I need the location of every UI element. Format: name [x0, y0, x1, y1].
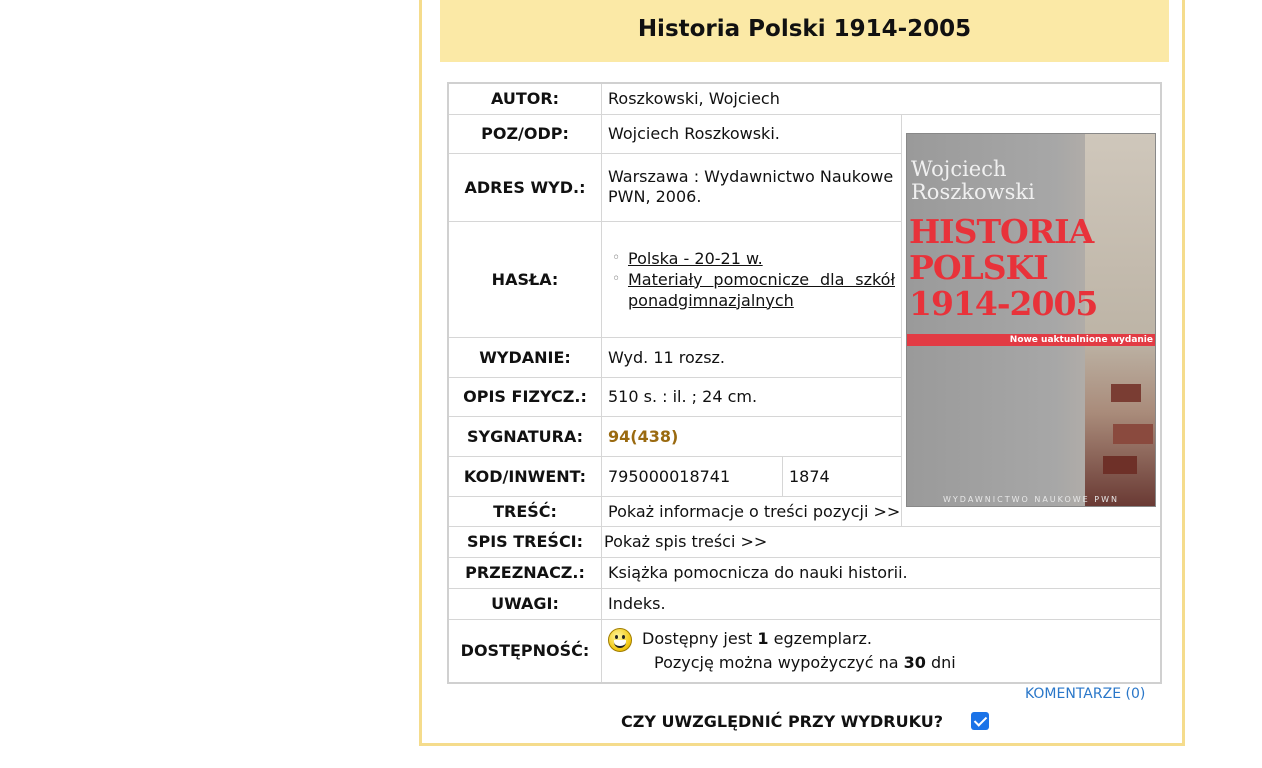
list-item — [628, 269, 895, 311]
value-wydanie: Wyd. 11 rozsz. — [602, 337, 902, 377]
cover-author-line: Wojciech — [911, 157, 1007, 181]
value-uwagi: Indeks. — [602, 588, 1162, 619]
smiley-icon — [608, 628, 632, 652]
label-hasla: HASŁA: — [448, 221, 602, 337]
label-uwagi: UWAGI: — [448, 588, 602, 619]
cover-title-line: 1914-2005 — [909, 284, 1098, 323]
cover-author — [911, 158, 1035, 204]
label-sygnatura: SYGNATURA: — [448, 416, 602, 456]
loan-text: dni — [925, 653, 956, 673]
label-autor: AUTOR: — [448, 83, 602, 114]
label-spis-tresci: SPIS TREŚCI: — [448, 526, 602, 557]
loan-days: 30 — [903, 653, 926, 673]
cover-cell — [902, 114, 1162, 526]
availability-text: Dostępny jest — [642, 629, 758, 649]
cover-brick — [1103, 456, 1137, 474]
value-sygnatura: 94(438) — [602, 416, 902, 456]
value-poz-odp: Wojciech Roszkowski. — [602, 114, 902, 153]
print-option-row — [422, 712, 1188, 732]
value-hasla — [602, 221, 902, 337]
row-spis-tresci — [448, 526, 1161, 557]
value-kod: 795000018741 — [602, 456, 783, 496]
cover-title — [909, 214, 1097, 322]
haslo-link[interactable]: Materiały pomocnicze dla szkół ponadgimnazjalnych — [628, 269, 895, 310]
value-inwent: 1874 — [783, 456, 902, 496]
record-panel — [419, 0, 1185, 746]
cover-brick — [1111, 384, 1141, 402]
label-przeznacz: PRZEZNACZ.: — [448, 557, 602, 588]
loan-text: Pozycję można wypożyczyć na — [654, 653, 904, 673]
row-dostepnosc — [448, 619, 1161, 683]
cover-title-line: HISTORIA — [909, 212, 1094, 251]
value-dostepnosc — [602, 619, 1162, 683]
cover-stripe: Nowe uaktualnione wydanie — [907, 334, 1155, 346]
row-uwagi — [448, 588, 1161, 619]
label-kod-inwent: KOD/INWENT: — [448, 456, 602, 496]
label-adres-wyd: ADRES WYD.: — [448, 153, 602, 221]
label-wydanie: WYDANIE: — [448, 337, 602, 377]
label-opis-fizycz: OPIS FIZYCZ.: — [448, 377, 602, 416]
label-dostepnosc: DOSTĘPNOŚĆ: — [448, 619, 602, 683]
cover-publisher: WYDAWNICTWO NAUKOWE PWN — [943, 495, 1119, 504]
availability-count: 1 — [757, 629, 769, 649]
print-checkbox[interactable] — [971, 712, 989, 730]
cover-author-line: Roszkowski — [911, 180, 1035, 204]
label-tresc: TREŚĆ: — [448, 496, 602, 526]
spis-tresci-link[interactable]: Pokaż spis treści >> — [602, 526, 1162, 557]
value-przeznacz: Książka pomocnicza do nauki historii. — [602, 557, 1162, 588]
haslo-link[interactable]: Polska - 20-21 w. — [628, 248, 763, 268]
availability-line-2 — [608, 652, 1154, 673]
book-cover-image[interactable] — [906, 133, 1156, 507]
value-autor: Roszkowski, Wojciech — [602, 83, 1162, 114]
row-poz-odp — [448, 114, 1161, 153]
record-table — [447, 82, 1162, 684]
print-question-label: CZY UWZGLĘDNIĆ PRZY WYDRUKU? — [621, 712, 943, 731]
label-poz-odp: POZ/ODP: — [448, 114, 602, 153]
availability-text: egzemplarz. — [768, 629, 872, 649]
value-opis-fizycz: 510 s. : il. ; 24 cm. — [602, 377, 902, 416]
cover-brick — [1113, 424, 1153, 444]
value-adres-wyd: Warszawa : Wydawnictwo Naukowe PWN, 2006. — [602, 153, 902, 221]
page-title: Historia Polski 1914-2005 — [440, 0, 1169, 62]
cover-title-line: POLSKI — [909, 248, 1048, 287]
availability-line-1 — [608, 628, 1154, 652]
row-autor — [448, 83, 1161, 114]
hasla-list — [608, 248, 895, 311]
tresc-link[interactable]: Pokaż informacje o treści pozycji >> — [602, 496, 1162, 526]
komentarze-link[interactable]: KOMENTARZE (0) — [1025, 686, 1146, 702]
list-item — [628, 248, 895, 269]
row-przeznacz — [448, 557, 1161, 588]
